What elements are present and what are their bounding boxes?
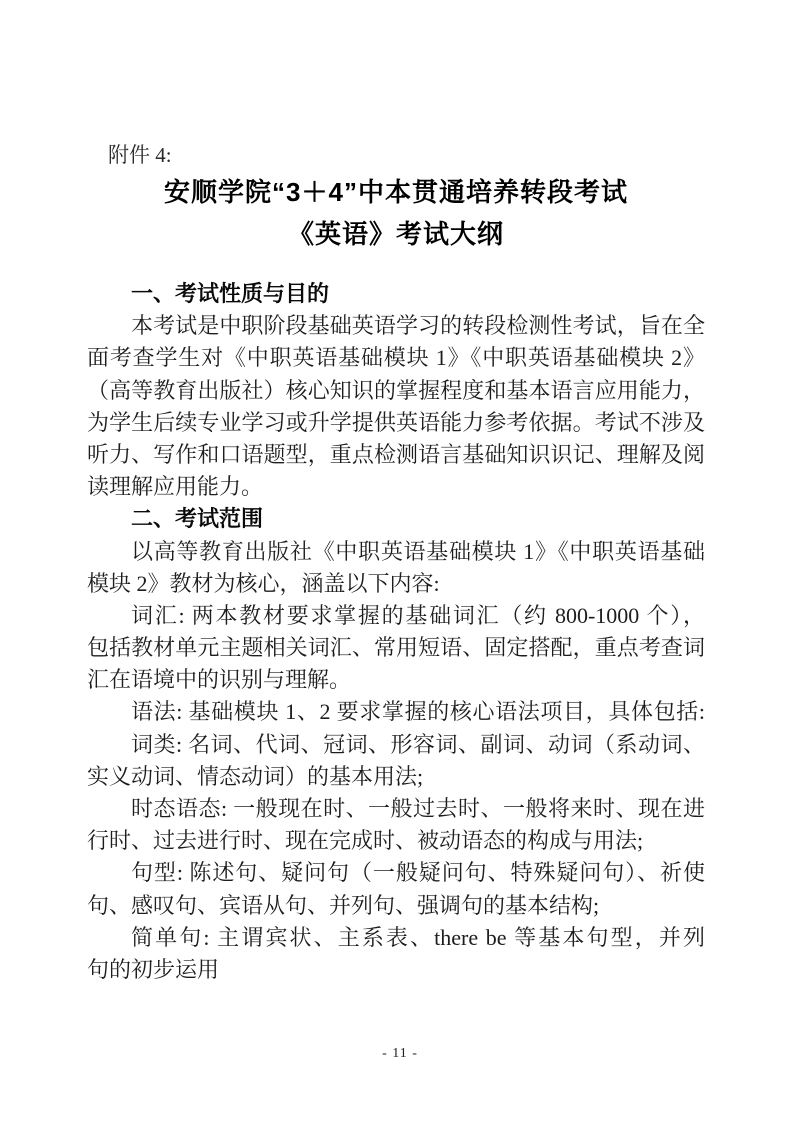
text-line: 面考查学生对《中职英语基础模块 1》《中职英语基础模块 2》 [87, 345, 705, 371]
text-line: 时态语态: 一般现在时、一般过去时、一般将来时、现在进 [131, 796, 705, 821]
text-line: 为学生后续专业学习或升学提供英语能力参考依据。考试不涉及 [87, 409, 705, 435]
text-line: 汇在语境中的识别与理解。 [87, 667, 352, 693]
text-line: 行时、过去进行时、现在完成时、被动语态的构成与用法; [87, 828, 644, 854]
text-line: （高等教育出版社）核心知识的掌握程度和基本语言应用能力， [87, 377, 705, 403]
text-line: 词类: 名词、代词、冠词、形容词、副词、动词（系动词、 [131, 731, 705, 757]
text-line: 本考试是中职阶段基础英语学习的转段检测性考试，旨在全 [131, 313, 705, 339]
page-number: - 11 - [382, 1046, 418, 1061]
annex-label: 附件 4: [108, 143, 172, 167]
text-line: 句的初步运用 [87, 956, 220, 982]
text-line: 简单句: 主谓宾状、主系表、there be 等基本句型，并列 [131, 924, 705, 950]
section-heading: 一、考试性质与目的 [131, 281, 330, 306]
text-line: 语法: 基础模块 1、2 要求掌握的核心语法项目，具体包括: [131, 699, 705, 725]
text-line: 包括教材单元主题相关词汇、常用短语、固定搭配，重点考查词 [87, 635, 705, 661]
text-line: 句、感叹句、宾语从句、并列句、强调句的基本结构; [87, 892, 600, 918]
text-line: 听力、写作和口语题型，重点检测语言基础知识识记、理解及阅 [87, 441, 705, 467]
text-line: 以高等教育出版社《中职英语基础模块 1》《中职英语基础 [131, 538, 705, 564]
text-line: 读理解应用能力。 [87, 474, 264, 500]
text-line: 模块 2》教材为核心，涵盖以下内容: [87, 570, 440, 596]
document-title [87, 171, 705, 255]
document-title-line-1: 安顺学院“3＋4”中本贯通培养转段考试 [164, 177, 628, 207]
document-body [87, 278, 705, 986]
document-title-line-2: 《英语》考试大纲 [287, 219, 504, 249]
text-line: 句型: 陈述句、疑问句（一般疑问句、特殊疑问句）、祈使 [131, 860, 705, 886]
text-line: 实义动词、情态动词）的基本用法; [87, 763, 424, 789]
section-heading: 二、考试范围 [131, 506, 264, 532]
text-line: 词汇: 两本教材要求掌握的基础词汇（约 800-1000 个）， [131, 602, 705, 628]
